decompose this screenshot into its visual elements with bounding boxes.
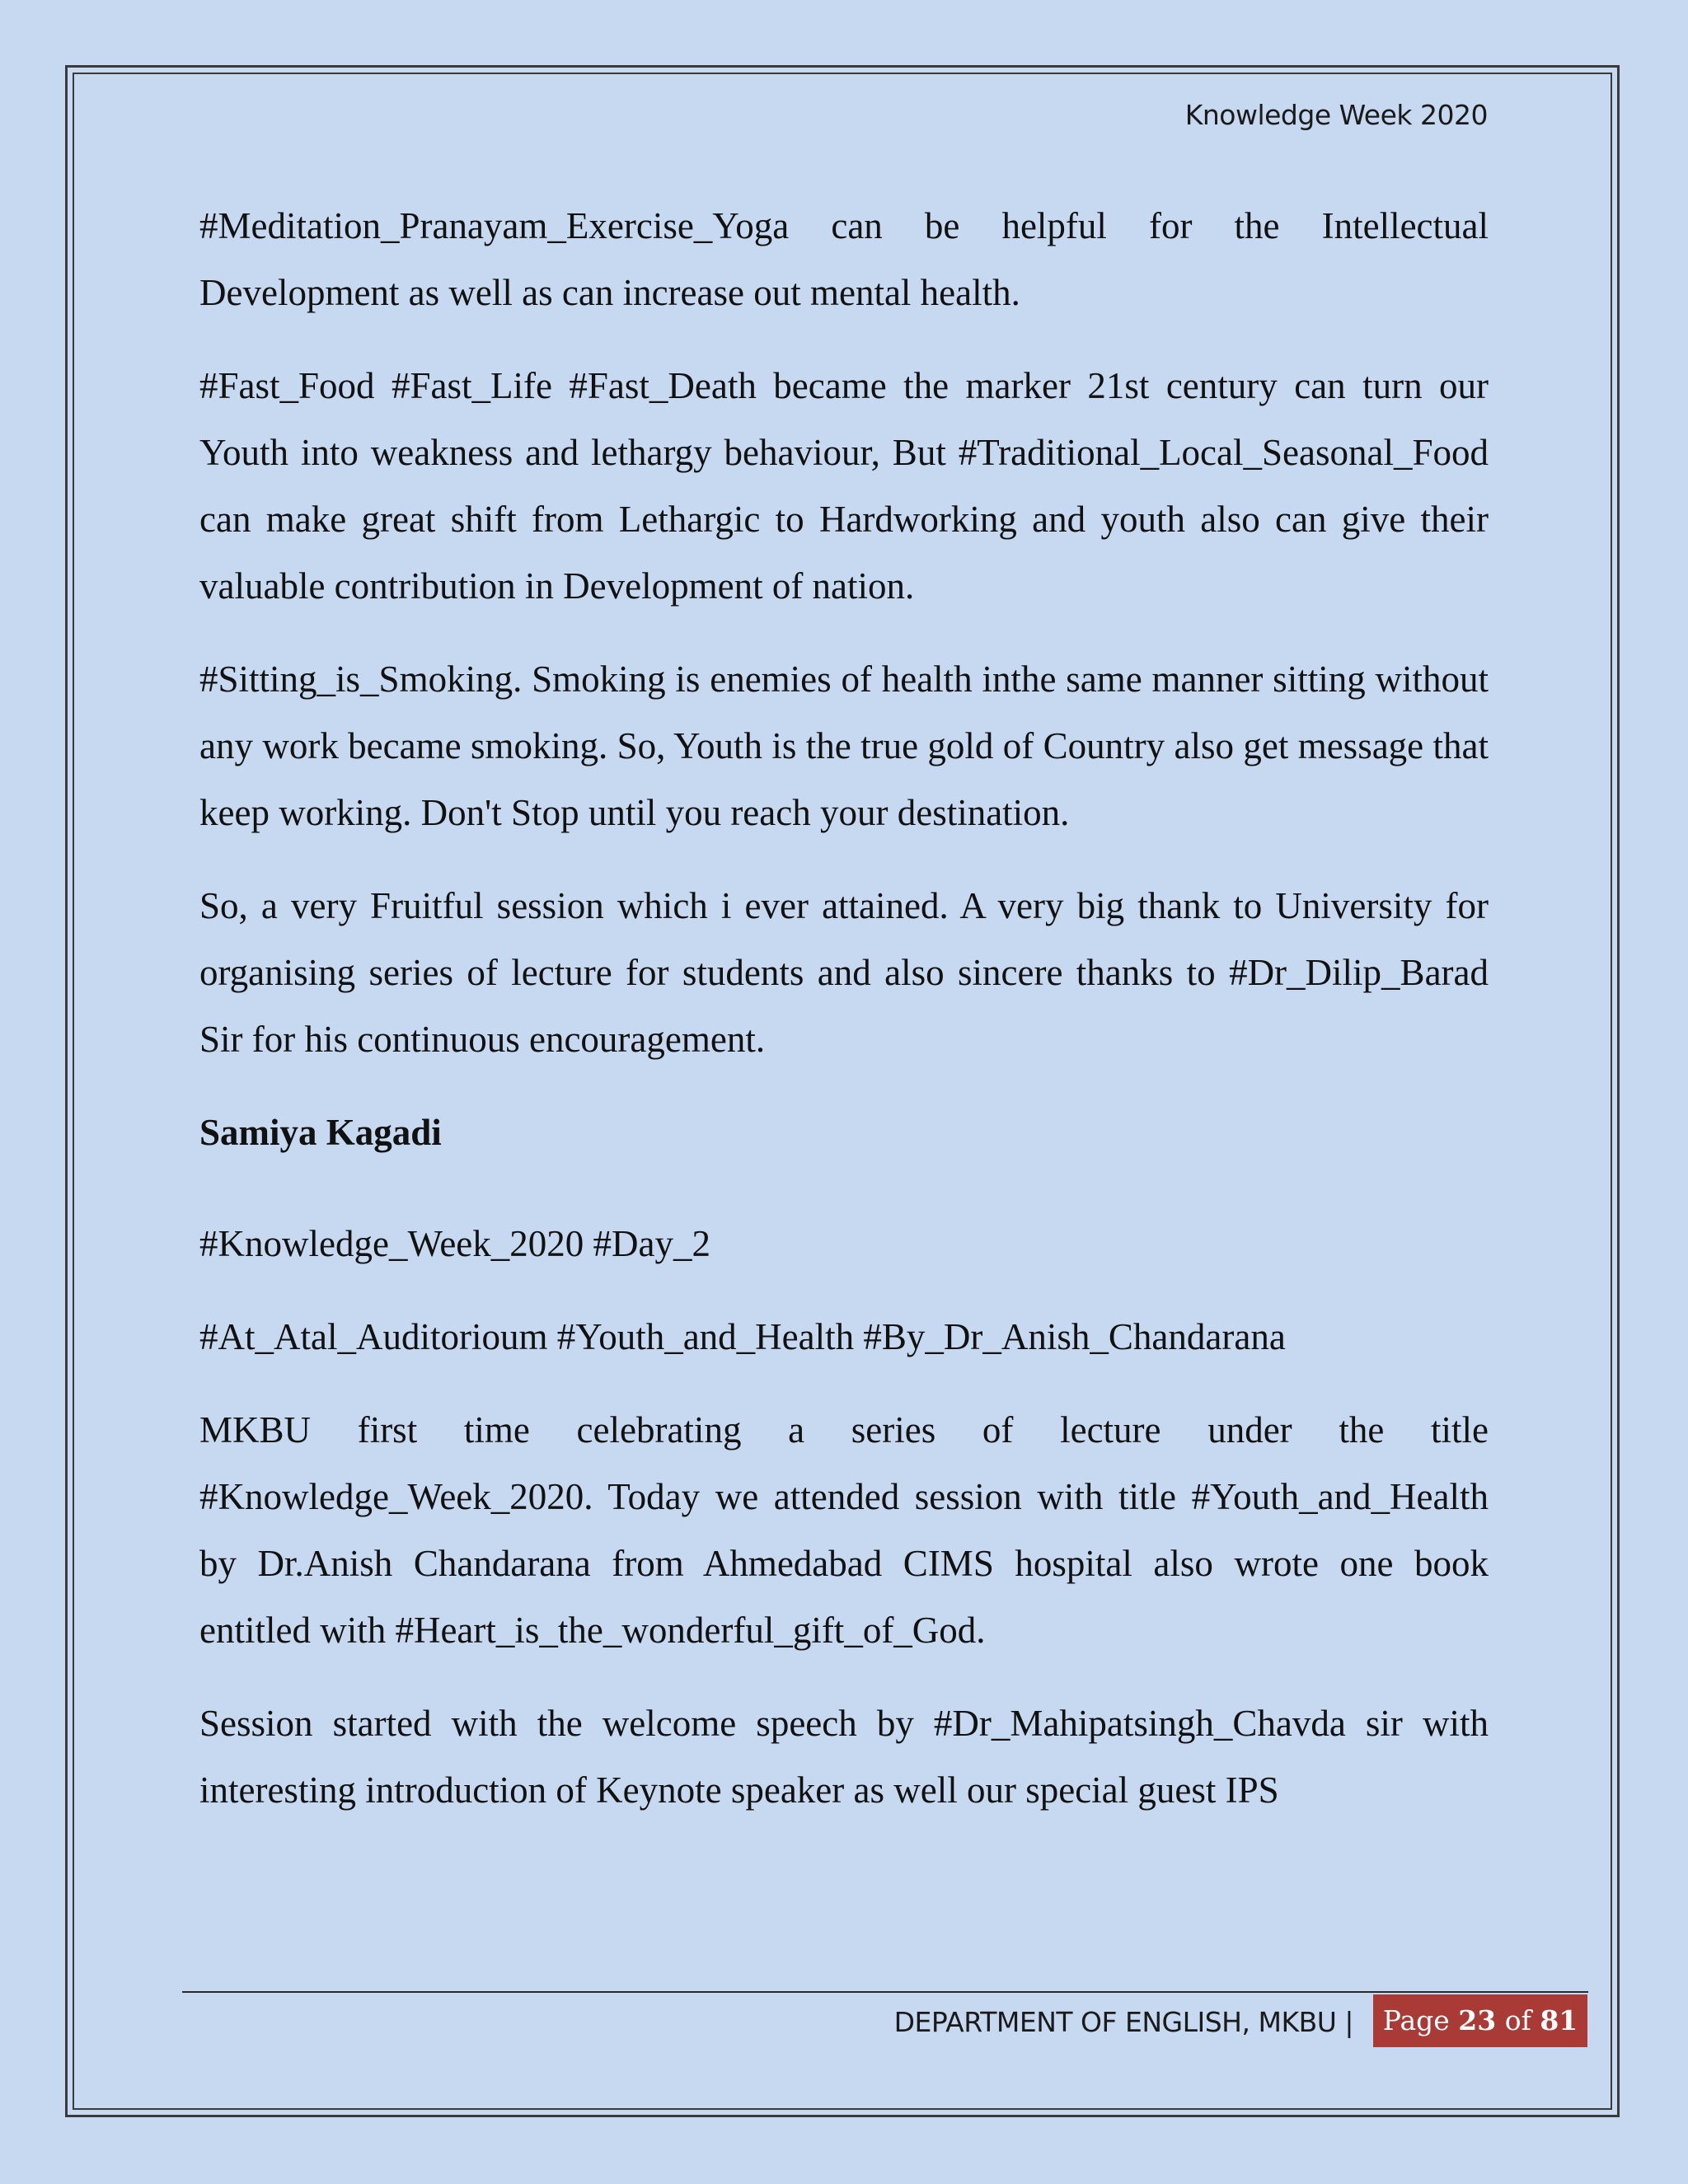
footer-department: DEPARTMENT OF ENGLISH, MKBU | [893,2006,1353,2038]
paragraph-meditation: #Meditation_Pranayam_Exercise_Yoga can be helpful for the Intellectual Development as well as can increase out mental health. [199,205,1489,313]
paragraph-session-start: Session started with the welcome speech by #Dr_Mahipatsingh_Chavda sir with interesting introduction of Keynote speaker as well our special guest IPS [199,1703,1489,1811]
page-number-badge [1373,1994,1587,2047]
footer-divider [182,1991,1588,1993]
paragraph-fast-food: #Fast_Food #Fast_Life #Fast_Death became the marker 21st century can turn our Youth into weakness and lethargy behaviour, But #Traditional_Local_Seasonal_Food can make great shift from Lethargic to Hardworking and youth also can give their valuable contribution in Development of nation. [199,365,1489,607]
running-header: Knowledge Week 2020 [1184,99,1488,131]
page-label: Page [1382,2004,1450,2036]
page-total: 81 [1540,2004,1578,2036]
hashtag-line-day: #Knowledge_Week_2020 #Day_2 [199,1223,710,1264]
document-body [199,193,1489,1824]
paragraph-thanks: So, a very Fruitful session which i ever attained. A very big thank to University for organising series of lecture for students and also sincere thanks to #Dr_Dilip_Barad Sir for his continuous encouragement. [199,885,1489,1060]
paragraph-mkbu-session: MKBU first time celebrating a series of lecture under the title #Knowledge_Week_2020. Today we attended session with title #Youth_and_Health by Dr.Anish Chandarana from Ahmedabad CIMS hospital also wrote one book entitled with #Heart_is_the_wonderful_gift_of_God. [199,1409,1489,1651]
author-name: Samiya Kagadi [199,1112,442,1153]
page-current: 23 [1458,2004,1497,2036]
page-of-label: of [1504,2004,1531,2036]
hashtag-line-venue: #At_Atal_Auditorioum #Youth_and_Health #By_Dr_Anish_Chandarana [199,1316,1286,1357]
paragraph-sitting-smoking: #Sitting_is_Smoking. Smoking is enemies of health inthe same manner sitting without any work became smoking. So, Youth is the true gold of Country also get message that keep working. Don't Stop until you reach your destination. [199,658,1489,833]
